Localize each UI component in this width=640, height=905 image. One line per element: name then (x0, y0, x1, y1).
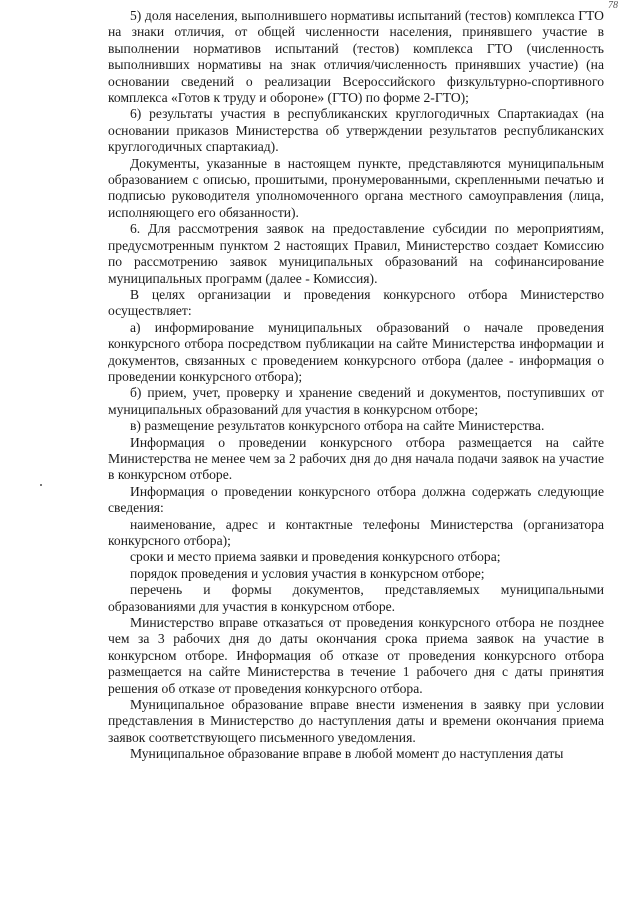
paragraph-item-v: в) размещение результатов конкурсного отбора на сайте Министерства. (130, 418, 545, 434)
paragraph-ministry-refusal: Министерство вправе отказаться от проведения конкурсного отбора не позднее чем за 3 рабочих дня до даты окончания срока приема заявок на участие в конкурсном отборе. Информация об отказе от проведения конкурсного отбора размещается на сайте Министерства в течение 1 рабочего дня с даты принятия решения об отказе от проведения конкурсного отбора. (108, 615, 604, 696)
paragraph-item-b: б) прием, учет, проверку и хранение сведений и документов, поступивших от муниципальных образований для участия в конкурсном отборе; (108, 385, 604, 417)
paragraph-commission-creation: 6. Для рассмотрения заявок на предоставление субсидии по мероприятиям, предусмотренным пунктом 2 настоящих Правил, Министерство создает Комиссию по рассмотрению заявок муниципальных образований на софинансирование муниципальных программ (далее - Комиссия). (108, 221, 604, 286)
paragraph-info-name-address: наименование, адрес и контактные телефоны Министерства (организатора конкурсного отбора); (108, 516, 604, 548)
paragraph-info-timing: Информация о проведении конкурсного отбора размещается на сайте Министерства не менее чем за 2 рабочих дня до дня начала подачи заявок на участие в конкурсном отборе. (108, 434, 604, 483)
paragraph-info-contents-intro: Информация о проведении конкурсного отбора должна содержать следующие сведения: (108, 483, 604, 516)
paragraph-spartakiad-results: 6) результаты участия в республиканских круглогодичных Спартакиадах (на основании приказов Министерства об утверждении результатов республиканских круглогодичных спартакиад). (108, 106, 604, 155)
paragraph-info-terms: сроки и место приема заявки и проведения конкурсного отбора; (130, 549, 501, 565)
paragraph-documents-submission: Документы, указанные в настоящем пункте, представляются муниципальным образованием с описью, прошитыми, пронумерованными, скрепленными печатью и подписью руководителя уполномоченного органа местного самоуправления (лица, исполняющего его обязанности). (108, 155, 604, 220)
paragraph-share-population-gto: 5) доля населения, выполнившего нормативы испытаний (тестов) комплекса ГТО на знаки отличия, от общей численности населения, принявшего участие в выполнении нормативов испытаний (тестов) комплекса ГТО (численность выполнивших нормативы на знак отличия/численность принявших участие) (на основании сведений о реализации Всероссийского физкультурно-спортивного комплекса «Готов к труду и обороне» (ГТО) по форме 2-ГТО); (108, 8, 604, 106)
paragraph-item-a: а) информирование муниципальных образований о начале проведения конкурсного отбора посредством публикации на сайте Министерства информации и документов, связанных с проведением конкурсного отбора (далее - информация о проведении конкурсного отбора); (108, 319, 604, 384)
paragraph-application-withdrawal: Муниципальное образование вправе в любой момент до наступления даты (130, 746, 564, 762)
scan-speck (40, 484, 42, 486)
paragraph-info-procedure: порядок проведения и условия участия в конкурсном отборе; (130, 565, 485, 581)
paragraph-application-changes: Муниципальное образование вправе внести изменения в заявку при условии представления в Министерство до наступления даты и времени окончания приема заявок соответствующего письменного уведомления. (108, 697, 604, 745)
paragraph-ministry-tasks-intro: В целях организации и проведения конкурсного отбора Министерство осуществляет: (108, 286, 604, 319)
paragraph-info-documents-list: перечень и формы документов, представляемых муниципальными образованиями для участия в конкурсном отборе. (108, 582, 604, 614)
page-number: 78 (608, 0, 618, 11)
document-body (108, 8, 604, 763)
